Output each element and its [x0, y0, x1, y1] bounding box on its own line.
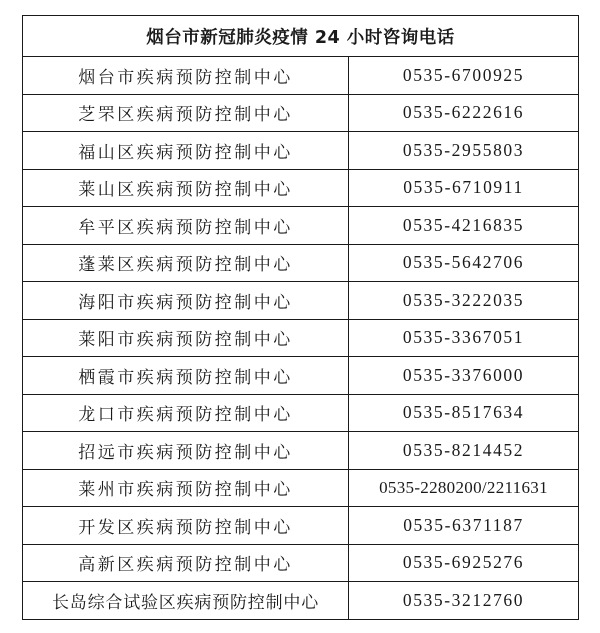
center-name: 龙口市疾病预防控制中心 — [23, 394, 349, 432]
center-name: 莱山区疾病预防控制中心 — [23, 169, 349, 207]
table-row — [23, 394, 579, 432]
table-title: 烟台市新冠肺炎疫情 24 小时咨询电话 — [23, 16, 579, 57]
phone-number: 0535-8214452 — [349, 432, 579, 470]
center-name: 福山区疾病预防控制中心 — [23, 132, 349, 170]
table-row — [23, 57, 579, 95]
phone-number: 0535-6925276 — [349, 544, 579, 582]
table-row — [23, 169, 579, 207]
center-name: 招远市疾病预防控制中心 — [23, 432, 349, 470]
center-name: 牟平区疾病预防控制中心 — [23, 207, 349, 245]
table-row — [23, 507, 579, 545]
center-name: 高新区疾病预防控制中心 — [23, 544, 349, 582]
phone-number: 0535-6700925 — [349, 57, 579, 95]
table-row — [23, 319, 579, 357]
center-name: 蓬莱区疾病预防控制中心 — [23, 244, 349, 282]
phone-number: 0535-2280200/2211631 — [349, 469, 579, 507]
phone-number: 0535-3376000 — [349, 357, 579, 395]
table-row — [23, 282, 579, 320]
center-name: 莱阳市疾病预防控制中心 — [23, 319, 349, 357]
table-row — [23, 432, 579, 470]
phone-number: 0535-8517634 — [349, 394, 579, 432]
phone-number: 0535-2955803 — [349, 132, 579, 170]
table-row — [23, 94, 579, 132]
phone-number: 0535-6371187 — [349, 507, 579, 545]
table-row — [23, 244, 579, 282]
phone-number: 0535-3222035 — [349, 282, 579, 320]
table-row — [23, 207, 579, 245]
center-name: 栖霞市疾病预防控制中心 — [23, 357, 349, 395]
table-row — [23, 544, 579, 582]
phone-number: 0535-6222616 — [349, 94, 579, 132]
center-name: 莱州市疾病预防控制中心 — [23, 469, 349, 507]
center-name: 烟台市疾病预防控制中心 — [23, 57, 349, 95]
hotline-table — [22, 15, 579, 620]
center-name: 长岛综合试验区疾病预防控制中心 — [23, 582, 349, 620]
table-title-row — [23, 16, 579, 57]
phone-number: 0535-3367051 — [349, 319, 579, 357]
phone-number: 0535-4216835 — [349, 207, 579, 245]
phone-number: 0535-5642706 — [349, 244, 579, 282]
table-row — [23, 469, 579, 507]
table-row — [23, 357, 579, 395]
center-name: 开发区疾病预防控制中心 — [23, 507, 349, 545]
table-row — [23, 132, 579, 170]
center-name: 芝罘区疾病预防控制中心 — [23, 94, 349, 132]
phone-number: 0535-6710911 — [349, 169, 579, 207]
center-name: 海阳市疾病预防控制中心 — [23, 282, 349, 320]
phone-number: 0535-3212760 — [349, 582, 579, 620]
table-row — [23, 582, 579, 620]
